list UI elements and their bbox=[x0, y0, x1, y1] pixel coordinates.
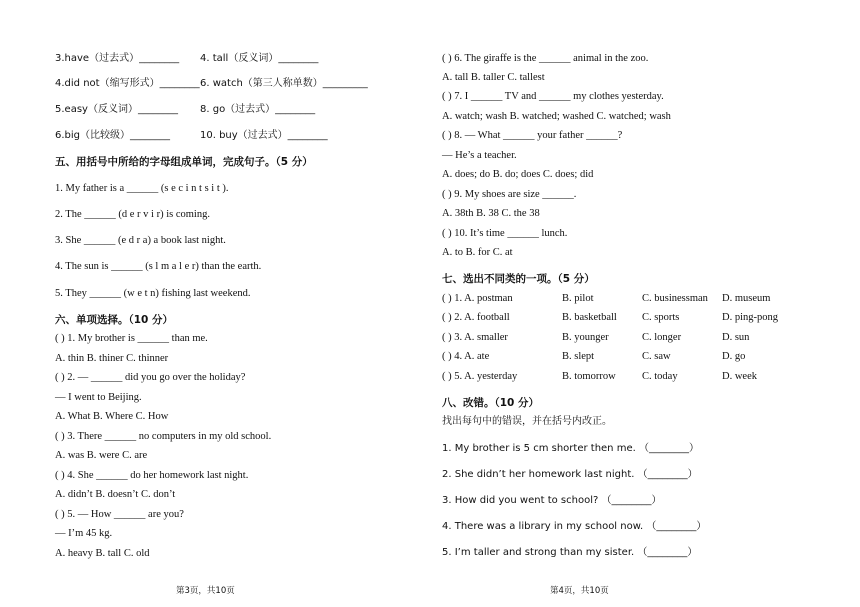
sec6-line: A. was B. were C. are bbox=[55, 450, 148, 461]
sec7-option: D. museum bbox=[722, 293, 771, 304]
sec6-line: — I went to Beijing. bbox=[55, 392, 142, 403]
sec7-option: C. saw bbox=[642, 351, 671, 362]
sec7-option: B. basketball bbox=[562, 312, 617, 323]
sec6-line: ( ) 5. — How ______ are you? bbox=[55, 509, 184, 520]
sec7-option: C. sports bbox=[642, 312, 680, 323]
right-page bbox=[430, 0, 830, 607]
sec7-option: B. slept bbox=[562, 351, 595, 362]
page-footer: 第4页，共10页 bbox=[550, 586, 609, 596]
sec6-line: A. heavy B. tall C. old bbox=[55, 548, 150, 559]
sec6-line: — I’m 45 kg. bbox=[55, 528, 113, 539]
sec7-option: ( ) 1. A. postman bbox=[442, 293, 513, 304]
sec7-option: C. today bbox=[642, 371, 678, 382]
vocab-item: 4. tall（反义词）________ bbox=[200, 53, 319, 64]
section-8-title: 八、改错。（10 分） bbox=[442, 397, 540, 409]
vocab-item: 6. watch（第三人称单数）_________ bbox=[200, 78, 368, 89]
sec6-line: ( ) 10. It’s time ______ lunch. bbox=[442, 228, 568, 239]
sec7-option: B. tomorrow bbox=[562, 371, 616, 382]
sec5-item: 5. They ______ (w e t n) fishing last weekend. bbox=[55, 288, 251, 299]
vocab-item: 4.did not（缩写形式）________ bbox=[55, 78, 200, 89]
sec7-option: ( ) 4. A. ate bbox=[442, 351, 490, 362]
vocab-item: 6.big（比较级）________ bbox=[55, 130, 171, 141]
sec6-line: A. to B. for C. at bbox=[442, 247, 513, 258]
sec6-line: A. tall B. taller C. tallest bbox=[442, 72, 545, 83]
sec6-line: ( ) 4. She ______ do her homework last night. bbox=[55, 470, 249, 481]
sec6-line: A. What B. Where C. How bbox=[55, 411, 169, 422]
section-5-title: 五、用括号中所给的字母组成单词，完成句子。（5 分） bbox=[55, 156, 313, 168]
sec5-item: 4. The sun is ______ (s l m a l e r) than the earth. bbox=[55, 261, 262, 272]
sec6-line: A. watch; wash B. watched; washed C. watched; wash bbox=[442, 111, 671, 122]
vocab-item: 5.easy（反义词）________ bbox=[55, 104, 178, 115]
sec7-option: B. younger bbox=[562, 332, 609, 343]
sec6-line: A. didn’t B. doesn’t C. don’t bbox=[55, 489, 176, 500]
sec5-item: 3. She ______ (e d r a) a book last night. bbox=[55, 235, 226, 246]
left-page bbox=[0, 0, 400, 607]
sec5-item: 2. The ______ (d e r v i r) is coming. bbox=[55, 209, 210, 220]
sec6-line: ( ) 2. — ______ did you go over the holiday? bbox=[55, 372, 246, 383]
sec6-line: ( ) 3. There ______ no computers in my old school. bbox=[55, 431, 272, 442]
sec8-item: 1. My brother is 5 cm shorter then me. （________） bbox=[442, 443, 699, 454]
sec7-option: D. ping-pong bbox=[722, 312, 778, 323]
sec7-option: C. businessman bbox=[642, 293, 708, 304]
sec7-option: D. week bbox=[722, 371, 757, 382]
sec7-option: D. sun bbox=[722, 332, 750, 343]
sec6-line: A. thin B. thiner C. thinner bbox=[55, 353, 169, 364]
vocab-item: 8. go（过去式）________ bbox=[200, 104, 316, 115]
sec8-item: 2. She didn’t her homework last night. （________） bbox=[442, 469, 698, 480]
sec6-line: ( ) 8. — What ______ your father ______? bbox=[442, 130, 623, 141]
sec6-line: ( ) 7. I ______ TV and ______ my clothes yesterday. bbox=[442, 91, 664, 102]
sec7-option: D. go bbox=[722, 351, 746, 362]
section-8-instruction: 找出每句中的错误，并在括号内改正。 bbox=[442, 416, 612, 427]
sec7-option: C. longer bbox=[642, 332, 682, 343]
sec8-item: 5. I’m taller and strong than my sister. （________） bbox=[442, 547, 698, 558]
sec8-item: 4. There was a library in my school now. （________） bbox=[442, 521, 707, 532]
sec7-option: B. pilot bbox=[562, 293, 594, 304]
sec7-option: ( ) 2. A. football bbox=[442, 312, 510, 323]
section-6-title: 六、单项选择。（10 分） bbox=[55, 314, 174, 326]
page-footer: 第3页，共10页 bbox=[176, 586, 235, 596]
sec7-option: ( ) 5. A. yesterday bbox=[442, 371, 518, 382]
sec5-item: 1. My father is a ______ (s e c i n t s i t ). bbox=[55, 183, 229, 194]
sec6-line: — He’s a teacher. bbox=[442, 150, 517, 161]
sec6-line: ( ) 6. The giraffe is the ______ animal in the zoo. bbox=[442, 53, 649, 64]
section-7-title: 七、选出不同类的一项。（5 分） bbox=[442, 273, 595, 285]
sec6-line: ( ) 1. My brother is ______ than me. bbox=[55, 333, 208, 344]
sec7-option: ( ) 3. A. smaller bbox=[442, 332, 508, 343]
sec8-item: 3. How did you went to school? （________） bbox=[442, 495, 662, 506]
vocab-item: 3.have（过去式）________ bbox=[55, 53, 180, 64]
sec6-line: A. does; do B. do; does C. does; did bbox=[442, 169, 594, 180]
vocab-item: 10. buy（过去式）________ bbox=[200, 130, 328, 141]
sec6-line: A. 38th B. 38 C. the 38 bbox=[442, 208, 540, 219]
sec6-line: ( ) 9. My shoes are size ______. bbox=[442, 189, 577, 200]
